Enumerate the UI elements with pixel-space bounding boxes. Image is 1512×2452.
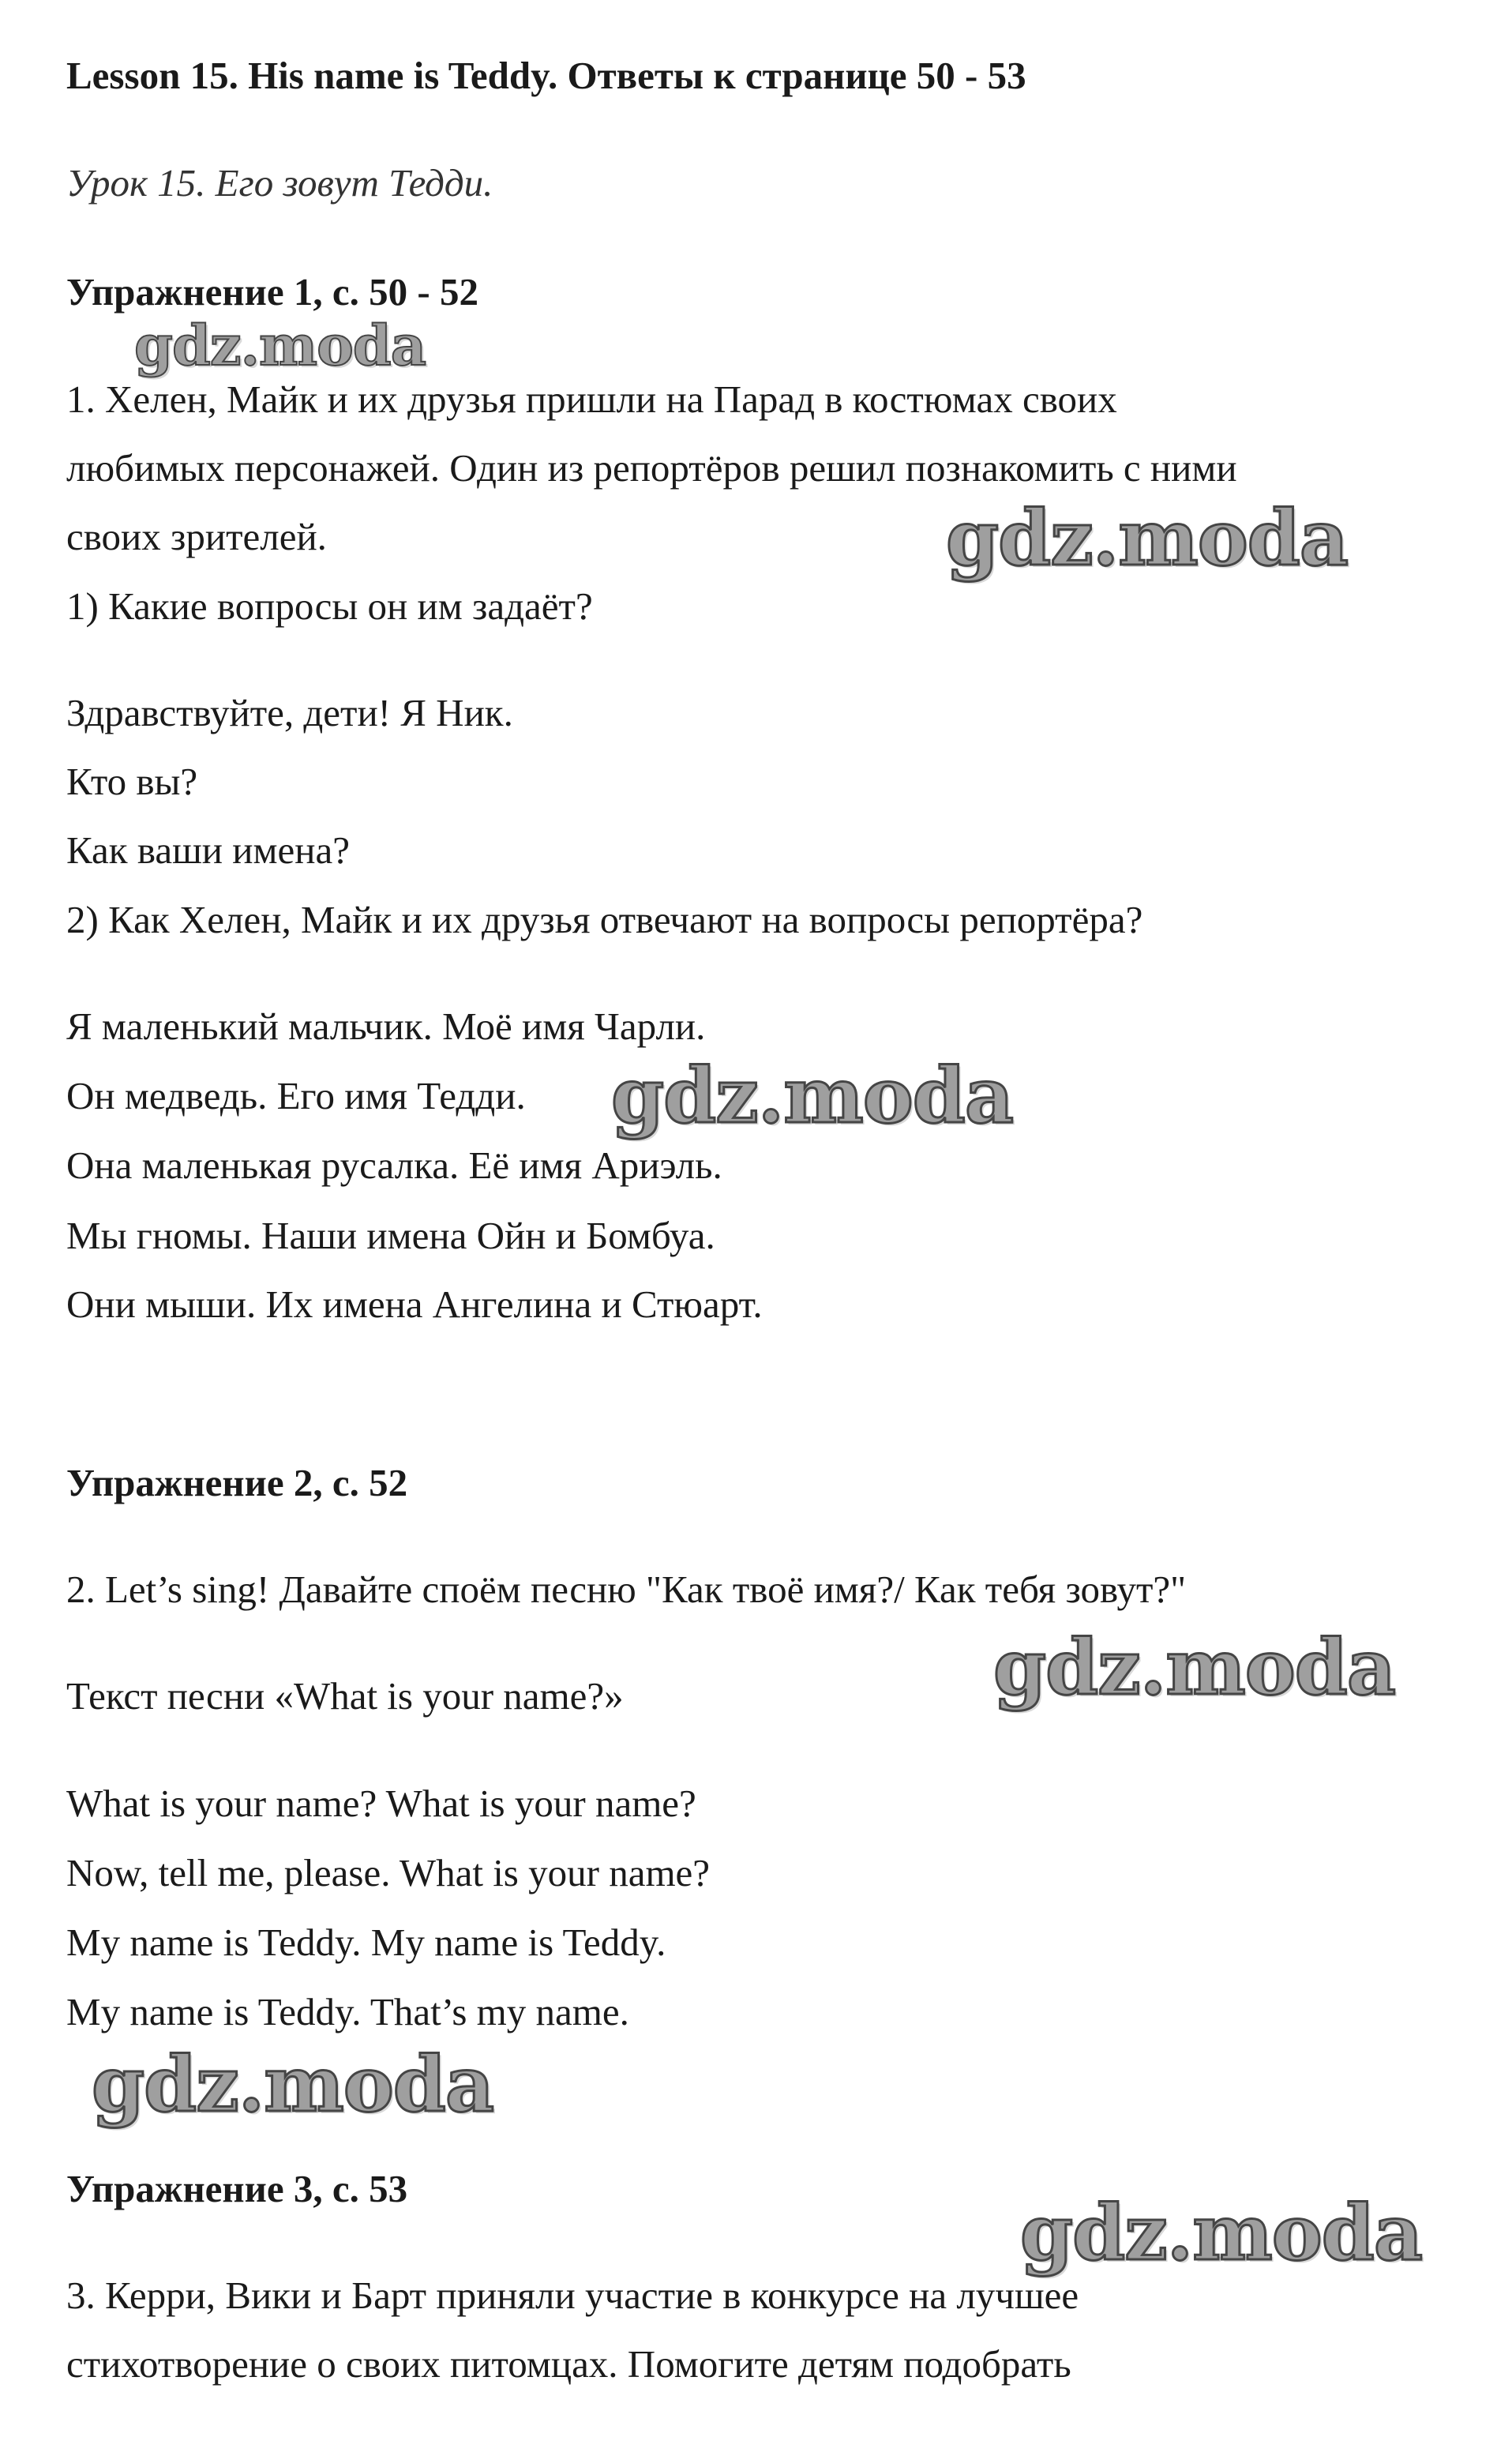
exercise-3-task-line: стихотворение о своих питомцах. Помогите детям подобрать	[66, 2342, 1071, 2386]
watermark-logo: gdz.moda	[611, 1051, 1014, 1140]
song-lyric-line: Now, tell me, please. What is your name?	[66, 1851, 711, 1894]
exercise-1-answer-line: Кто вы?	[66, 760, 198, 803]
exercise-1-intro-line: любимых персонажей. Один из репортёров решил познакомить с ними	[66, 446, 1237, 490]
exercise-1-answer-line: Как ваши имена?	[66, 828, 350, 872]
watermark-logo: gdz.moda	[92, 2040, 494, 2129]
song-lyric-line: My name is Teddy. My name is Teddy.	[66, 1921, 666, 1964]
song-lyric-line: What is your name? What is your name?	[66, 1782, 696, 1825]
exercise-1-answer-line: Здравствуйте, дети! Я Ник.	[66, 691, 513, 734]
exercise-1-answer-line: Они мыши. Их имена Ангелина и Стюарт.	[66, 1282, 763, 1326]
exercise-1-answer-line: Она маленькая русалка. Её имя Ариэль.	[66, 1143, 722, 1187]
page-title: Lesson 15. His name is Teddy. Ответы к странице 50 - 53	[66, 54, 1026, 97]
exercise-1-question-1: 1) Какие вопросы он им задаёт?	[66, 584, 593, 628]
exercise-2-task: 2. Let’s sing! Давайте споём песню "Как твоё имя?/ Как тебя зовут?"	[66, 1568, 1187, 1611]
song-lyric-line: My name is Teddy. That’s my name.	[66, 1990, 629, 2033]
watermark-logo: gdz.moda	[1020, 2188, 1423, 2277]
exercise-1-heading: Упражнение 1, с. 50 - 52	[66, 270, 478, 314]
song-title: Текст песни «What is your name?»	[66, 1674, 624, 1718]
exercise-1-question-2: 2) Как Хелен, Майк и их друзья отвечают на вопросы репортёра?	[66, 898, 1143, 941]
exercise-1-answer-line: Я маленький мальчик. Моё имя Чарли.	[66, 1004, 706, 1048]
exercise-3-task-line: 3. Керри, Вики и Барт приняли участие в конкурсе на лучшее	[66, 2274, 1079, 2317]
watermark-logo: gdz.moda	[993, 1623, 1396, 1712]
exercise-1-answer-line: Мы гномы. Наши имена Ойн и Бомбуа.	[66, 1214, 715, 1257]
watermark-logo: gdz.moda	[134, 313, 426, 378]
exercise-1-answer-line: Он медведь. Его имя Тедди.	[66, 1074, 526, 1117]
exercise-1-intro-line: своих зрителей.	[66, 515, 327, 558]
exercise-1-intro-line: 1. Хелен, Майк и их друзья пришли на Парад в костюмах своих	[66, 377, 1117, 421]
page-subtitle: Урок 15. Его зовут Тедди.	[66, 161, 493, 205]
exercise-3-heading: Упражнение 3, с. 53	[66, 2167, 408, 2210]
exercise-2-heading: Упражнение 2, с. 52	[66, 1461, 408, 1504]
watermark-logo: gdz.moda	[946, 494, 1349, 583]
